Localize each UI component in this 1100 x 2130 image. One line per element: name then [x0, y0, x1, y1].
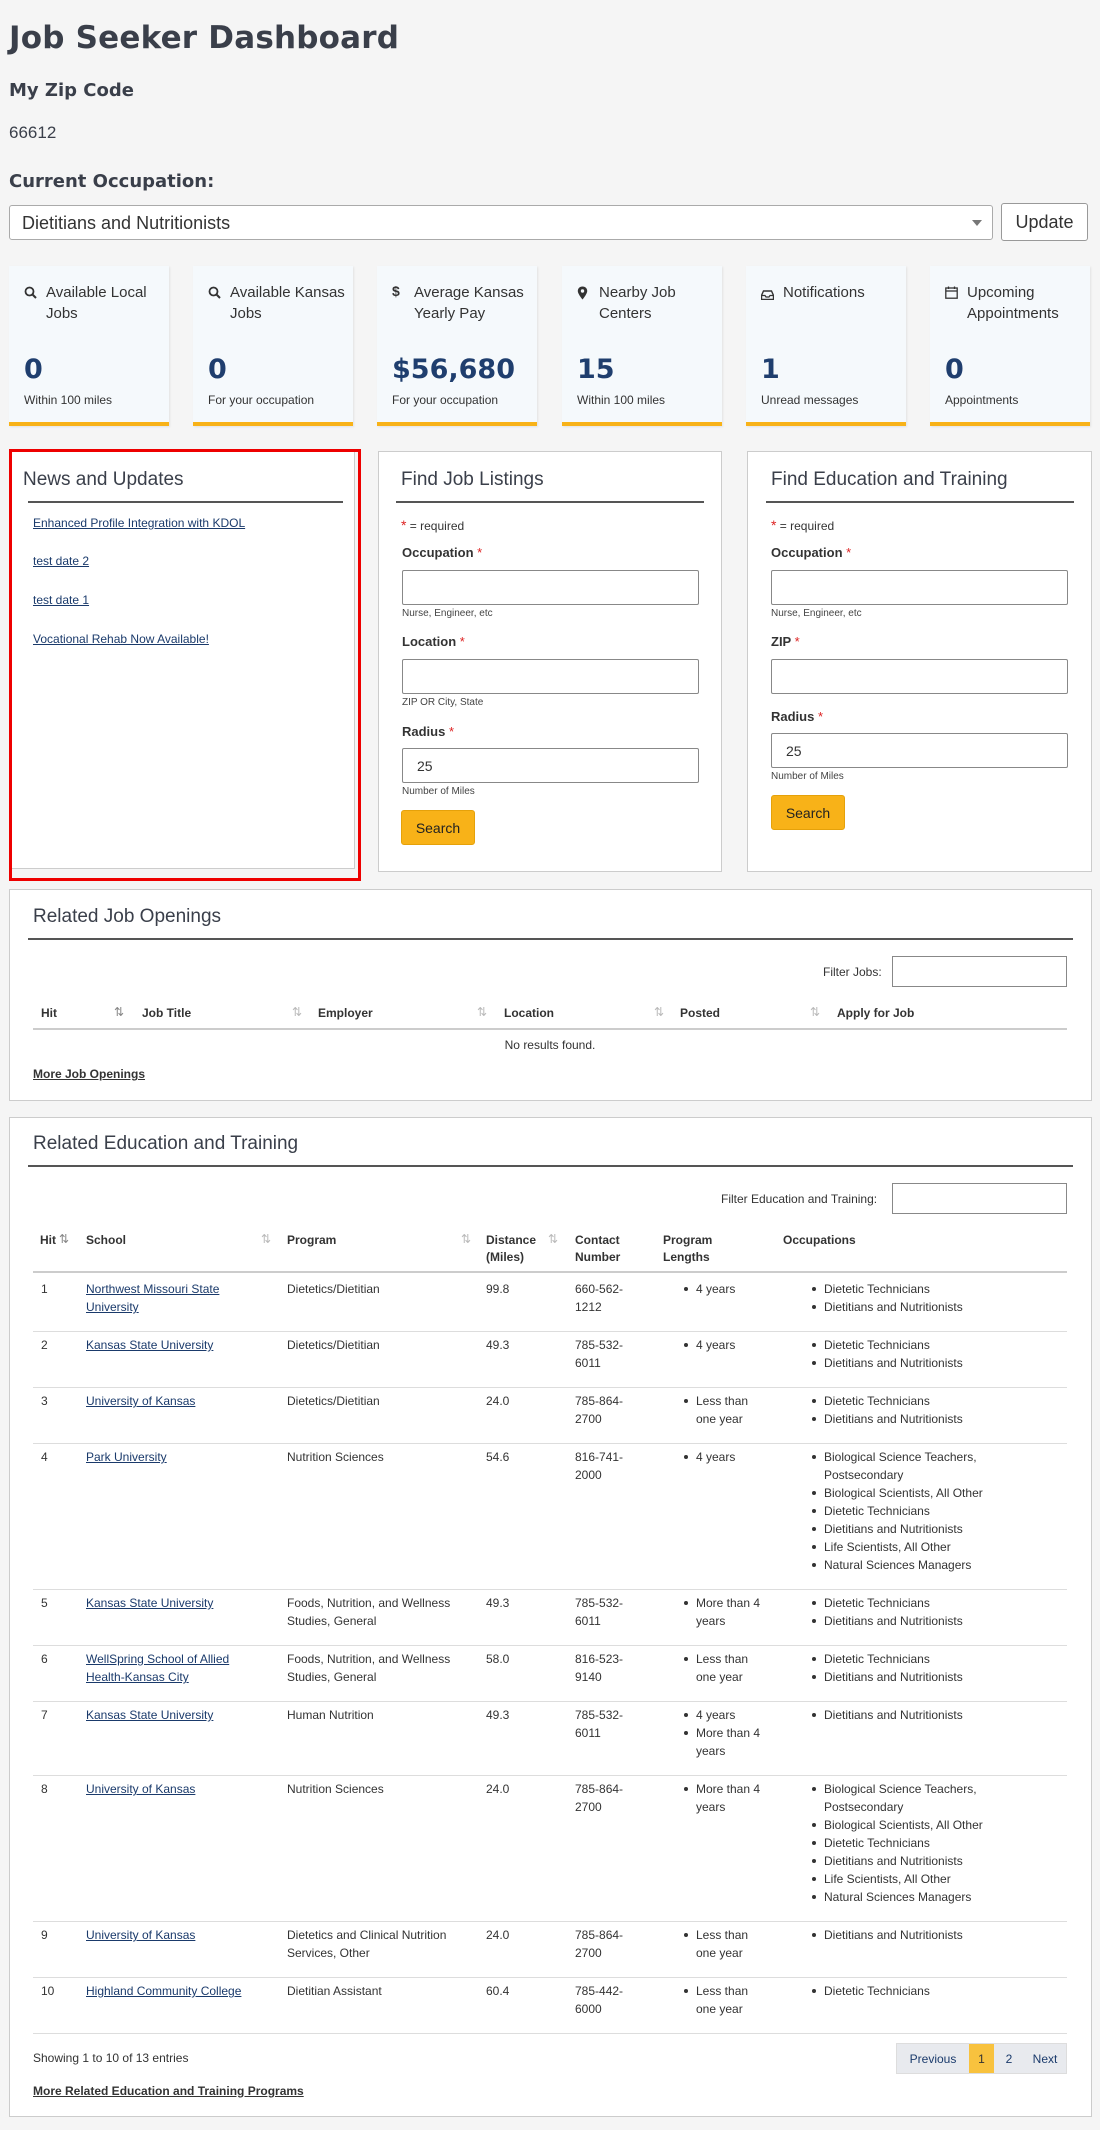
- required-note: * = required: [771, 517, 835, 533]
- inbox-icon: [761, 288, 775, 302]
- sort-icon[interactable]: ⇅: [59, 1232, 70, 1246]
- row-contact: 816-523-9140: [575, 1652, 624, 1684]
- row-occupations: [808, 1336, 1048, 1372]
- stat-sub: Within 100 miles: [577, 393, 666, 407]
- row-school: [86, 1594, 256, 1612]
- news-link[interactable]: test date 1: [33, 593, 90, 607]
- filter-education-label: Filter Education and Training:: [721, 1192, 878, 1206]
- occupation-item: Dietetic Technicians: [808, 1280, 1048, 1298]
- school-link[interactable]: Kansas State University: [86, 1708, 214, 1722]
- school-link[interactable]: University of Kansas: [86, 1782, 196, 1796]
- row-distance: 60.4: [486, 1984, 510, 1998]
- stat-sub: Within 100 miles: [24, 393, 113, 407]
- row-distance: 58.0: [486, 1652, 510, 1666]
- program-length-item: Less than one year: [680, 1650, 770, 1686]
- stat-sub: For your occupation: [392, 393, 499, 407]
- row-occupations: [808, 1448, 1048, 1574]
- row-school: [86, 1280, 256, 1316]
- row-program: Foods, Nutrition, and Wellness Studies, General: [287, 1596, 451, 1628]
- table-row-divider: [33, 1775, 1067, 1776]
- showing-entries-text: Showing 1 to 10 of 13 entries: [33, 2051, 189, 2065]
- column-header-contact[interactable]: Contact Number: [575, 1233, 621, 1264]
- stat-value: 0: [208, 354, 227, 385]
- table-row-divider: [33, 1331, 1067, 1332]
- row-hit: 10: [41, 1984, 55, 1998]
- column-header-location[interactable]: Location: [504, 1006, 554, 1020]
- row-school: [86, 1926, 256, 1944]
- column-header-hit[interactable]: Hit: [40, 1233, 56, 1247]
- row-occupations: [808, 1280, 1048, 1316]
- school-link[interactable]: University of Kansas: [86, 1394, 196, 1408]
- occupation-select[interactable]: [9, 205, 993, 240]
- required-star: *: [771, 517, 777, 533]
- row-program-lengths: [680, 1280, 770, 1298]
- table-row-divider: [33, 1921, 1067, 1922]
- stat-card-job-centers[interactable]: [562, 266, 722, 426]
- row-occupations: [808, 1392, 1048, 1428]
- occupation-select-value: Dietitians and Nutritionists: [22, 213, 231, 233]
- news-link[interactable]: test date 2: [33, 554, 90, 568]
- program-length-item: 4 years: [680, 1706, 770, 1724]
- program-length-item: Less than one year: [680, 1392, 770, 1428]
- zip-code-label: My Zip Code: [9, 80, 134, 101]
- occupation-item: Biological Science Teachers, Postsecondary: [808, 1780, 1048, 1816]
- related-education-title-rule: [28, 1165, 1073, 1167]
- occupation-item: Life Scientists, All Other: [808, 1538, 1048, 1556]
- row-program-lengths: [680, 1706, 770, 1760]
- filter-jobs-input[interactable]: [892, 956, 1067, 987]
- school-link[interactable]: University of Kansas: [86, 1928, 196, 1942]
- row-occupations: [808, 1706, 1048, 1724]
- zip-label: ZIP *: [771, 634, 800, 649]
- row-school: [86, 1448, 256, 1466]
- row-program-lengths: [680, 1336, 770, 1354]
- location-label: Location *: [402, 634, 465, 649]
- table-row-divider: [33, 1977, 1067, 1978]
- row-school: [86, 1780, 256, 1798]
- occupation-item: Dietetic Technicians: [808, 1502, 1048, 1520]
- program-length-item: Less than one year: [680, 1926, 770, 1962]
- stat-label: Available Local Jobs: [46, 284, 147, 322]
- search-icon: [24, 286, 38, 300]
- occupation-item: Dietitians and Nutritionists: [808, 1926, 1048, 1944]
- row-program: Dietitian Assistant: [287, 1984, 382, 1998]
- occupation-label: Occupation *: [402, 545, 483, 560]
- column-header-program[interactable]: Program: [287, 1233, 337, 1247]
- table-row-divider: [33, 2033, 1067, 2034]
- column-header-occupations[interactable]: Occupations: [783, 1233, 856, 1247]
- stat-card-appointments[interactable]: [930, 266, 1090, 426]
- row-program: Dietetics/Dietitian: [287, 1282, 380, 1296]
- stat-label: Average Kansas Yearly Pay: [414, 284, 524, 322]
- row-contact: 785-442-6000: [575, 1984, 624, 2016]
- sort-icon[interactable]: ⇅: [477, 1005, 488, 1019]
- required-note: * = required: [401, 517, 465, 533]
- sort-icon[interactable]: ⇅: [810, 1005, 821, 1019]
- related-jobs-title: Related Job Openings: [33, 906, 222, 927]
- location-help: ZIP OR City, State: [402, 697, 484, 708]
- pagination-page-2[interactable]: 2: [1005, 2051, 1013, 2066]
- more-education-programs-link[interactable]: More Related Education and Training Programs: [33, 2084, 304, 2098]
- row-contact: 785-532-6011: [575, 1338, 624, 1370]
- update-button[interactable]: Update: [1001, 203, 1088, 241]
- pagination-page-1[interactable]: 1: [969, 2044, 994, 2073]
- occupation-help: Nurse, Engineer, etc: [771, 608, 862, 619]
- row-hit: 7: [41, 1708, 48, 1722]
- occupation-item: Dietetic Technicians: [808, 1594, 1048, 1612]
- row-program: Dietetics and Clinical Nutrition Services, Other: [287, 1928, 447, 1960]
- row-contact: 660-562-1212: [575, 1282, 624, 1314]
- education-occupation-input[interactable]: [771, 570, 1068, 605]
- calendar-icon: [945, 286, 959, 300]
- news-link[interactable]: Enhanced Profile Integration with KDOL: [33, 516, 246, 530]
- row-contact: 785-864-2700: [575, 1928, 624, 1960]
- occupation-item: Dietitians and Nutritionists: [808, 1852, 1048, 1870]
- filter-education-input[interactable]: [892, 1183, 1067, 1214]
- occupation-item: Dietitians and Nutritionists: [808, 1520, 1048, 1538]
- row-distance: 99.8: [486, 1282, 510, 1296]
- occupation-item: Biological Science Teachers, Postsecondary: [808, 1448, 1048, 1484]
- job-location-input[interactable]: [402, 659, 699, 694]
- stat-value: $56,680: [392, 354, 515, 385]
- stat-card-kansas-jobs[interactable]: [193, 266, 353, 426]
- occupation-item: Life Scientists, All Other: [808, 1870, 1048, 1888]
- school-link[interactable]: Highland Community College: [86, 1984, 242, 1998]
- row-hit: 1: [41, 1282, 48, 1296]
- radius-label: Radius *: [402, 724, 455, 739]
- row-program: Dietetics/Dietitian: [287, 1338, 380, 1352]
- stat-sub: For your occupation: [208, 393, 315, 407]
- row-school: [86, 1982, 256, 2000]
- news-highlight-box: [9, 449, 361, 881]
- row-occupations: [808, 1780, 1048, 1906]
- stat-value: 0: [24, 354, 43, 385]
- column-header-hit[interactable]: Hit: [41, 1006, 57, 1020]
- occupation-help: Nurse, Engineer, etc: [402, 608, 493, 619]
- row-program: Dietetics/Dietitian: [287, 1394, 380, 1408]
- row-distance: 24.0: [486, 1928, 510, 1942]
- occupation-item: Dietitians and Nutritionists: [808, 1410, 1048, 1428]
- school-link[interactable]: Park University: [86, 1450, 167, 1464]
- sort-icon[interactable]: ⇅: [548, 1232, 559, 1246]
- row-school: [86, 1336, 256, 1354]
- school-link[interactable]: Northwest Missouri State University: [86, 1282, 220, 1314]
- table-row-divider: [33, 1701, 1067, 1702]
- row-occupations: [808, 1594, 1048, 1630]
- current-occupation-label: Current Occupation:: [9, 171, 215, 192]
- stat-label: Notifications: [783, 284, 865, 301]
- dollar-icon: $: [392, 283, 400, 299]
- occupation-item: Dietetic Technicians: [808, 1392, 1048, 1410]
- table-row-divider: [33, 1589, 1067, 1590]
- stat-value: 15: [577, 354, 615, 385]
- row-program-lengths: [680, 1650, 770, 1686]
- find-jobs-title-rule: [396, 501, 704, 503]
- stat-card-local-jobs[interactable]: [9, 266, 169, 426]
- search-icon: [208, 286, 222, 300]
- row-program: Human Nutrition: [287, 1708, 374, 1722]
- row-hit: 2: [41, 1338, 48, 1352]
- required-star: *: [401, 517, 407, 533]
- row-hit: 6: [41, 1652, 48, 1666]
- job-occupation-input[interactable]: [402, 570, 699, 605]
- filter-jobs-label: Filter Jobs:: [823, 965, 882, 979]
- row-program-lengths: [680, 1926, 770, 1962]
- stat-card-average-pay[interactable]: [377, 266, 537, 426]
- stat-sub: Appointments: [945, 393, 1019, 407]
- radius-label: Radius *: [771, 709, 824, 724]
- row-distance: 49.3: [486, 1708, 510, 1722]
- row-distance: 24.0: [486, 1394, 510, 1408]
- program-length-item: Less than one year: [680, 1982, 770, 2018]
- row-hit: 5: [41, 1596, 48, 1610]
- page-title: Job Seeker Dashboard: [9, 20, 400, 56]
- column-header-employer[interactable]: Employer: [318, 1006, 373, 1020]
- row-occupations: [808, 1982, 1048, 2000]
- job-radius-input[interactable]: 25: [402, 748, 699, 783]
- program-length-item: More than 4 years: [680, 1594, 770, 1630]
- find-education-title: Find Education and Training: [771, 469, 1008, 490]
- program-length-item: 4 years: [680, 1336, 770, 1354]
- no-results-message: No results found.: [504, 1038, 596, 1052]
- row-program-lengths: [680, 1780, 770, 1816]
- row-occupations: [808, 1926, 1048, 1944]
- row-distance: 49.3: [486, 1596, 510, 1610]
- row-program-lengths: [680, 1982, 770, 2018]
- row-school: [86, 1706, 256, 1724]
- row-program: Nutrition Sciences: [287, 1782, 384, 1796]
- row-distance: 54.6: [486, 1450, 510, 1464]
- school-link[interactable]: Kansas State University: [86, 1338, 214, 1352]
- column-header-job-title[interactable]: Job Title: [142, 1006, 192, 1020]
- program-length-item: More than 4 years: [680, 1780, 770, 1816]
- row-hit: 3: [41, 1394, 48, 1408]
- pagination: [896, 2043, 1067, 2074]
- table-row-divider: [33, 1443, 1067, 1444]
- school-link[interactable]: Kansas State University: [86, 1596, 214, 1610]
- related-jobs-title-rule: [28, 938, 1073, 940]
- sort-icon[interactable]: ⇅: [292, 1005, 303, 1019]
- table-header-rule: [33, 1028, 1067, 1030]
- school-link[interactable]: WellSpring School of Allied Health-Kansas City: [86, 1652, 230, 1684]
- pagination-previous[interactable]: Previous: [909, 2051, 957, 2066]
- radius-help: Number of Miles: [771, 771, 844, 782]
- map-pin-icon: [577, 286, 591, 300]
- education-zip-input[interactable]: [771, 659, 1068, 694]
- column-header-school[interactable]: School: [86, 1233, 127, 1247]
- education-search-button[interactable]: Search: [771, 795, 845, 830]
- occupation-item: Biological Scientists, All Other: [808, 1484, 1048, 1502]
- row-program: Nutrition Sciences: [287, 1450, 384, 1464]
- row-hit: 4: [41, 1450, 48, 1464]
- occupation-item: Dietetic Technicians: [808, 1982, 1048, 2000]
- table-row-divider: [33, 1387, 1067, 1388]
- occupation-label: Occupation *: [771, 545, 852, 560]
- row-hit: 9: [41, 1928, 48, 1942]
- stat-value: 1: [761, 354, 780, 385]
- row-distance: 49.3: [486, 1338, 510, 1352]
- pagination-next[interactable]: Next: [1032, 2051, 1058, 2066]
- row-school: [86, 1392, 256, 1410]
- occupation-item: Dietetic Technicians: [808, 1336, 1048, 1354]
- row-contact: 816-741-2000: [575, 1450, 624, 1482]
- occupation-item: Dietitians and Nutritionists: [808, 1354, 1048, 1372]
- row-program: Foods, Nutrition, and Wellness Studies, General: [287, 1652, 451, 1684]
- more-job-openings-link[interactable]: More Job Openings: [33, 1067, 146, 1081]
- stat-label: Upcoming Appointments: [967, 284, 1059, 322]
- related-education-title: Related Education and Training: [33, 1133, 299, 1154]
- sort-icon[interactable]: ⇅: [261, 1232, 272, 1246]
- program-length-item: 4 years: [680, 1448, 770, 1466]
- stat-label: Nearby Job Centers: [599, 284, 676, 322]
- zip-code-value: 66612: [9, 123, 57, 142]
- stat-card-notifications[interactable]: [746, 266, 906, 426]
- occupation-item: Dietitians and Nutritionists: [808, 1298, 1048, 1316]
- column-header-lengths[interactable]: Program Lengths: [663, 1233, 713, 1264]
- occupation-item: Dietetic Technicians: [808, 1834, 1048, 1852]
- occupation-item: Dietitians and Nutritionists: [808, 1668, 1048, 1686]
- program-length-item: More than 4 years: [680, 1724, 770, 1760]
- stat-label: Available Kansas Jobs: [230, 284, 345, 322]
- occupation-item: Natural Sciences Managers: [808, 1888, 1048, 1906]
- table-header-rule: [33, 1271, 1067, 1273]
- education-radius-input[interactable]: 25: [771, 733, 1068, 768]
- job-search-button[interactable]: Search: [401, 810, 475, 845]
- sort-icon[interactable]: ⇅: [114, 1005, 125, 1019]
- chevron-down-icon: [972, 220, 982, 226]
- column-header-apply[interactable]: Apply for Job: [837, 1006, 915, 1020]
- news-title: News and Updates: [23, 469, 184, 490]
- row-contact: 785-864-2700: [575, 1782, 624, 1814]
- find-jobs-title: Find Job Listings: [401, 469, 544, 490]
- row-school: [86, 1650, 256, 1686]
- row-program-lengths: [680, 1392, 770, 1428]
- sort-icon[interactable]: ⇅: [654, 1005, 665, 1019]
- occupation-item: Dietitians and Nutritionists: [808, 1706, 1048, 1724]
- occupation-item: Dietitians and Nutritionists: [808, 1612, 1048, 1630]
- row-contact: 785-532-6011: [575, 1596, 624, 1628]
- stat-value: 0: [945, 354, 964, 385]
- find-education-title-rule: [766, 501, 1074, 503]
- row-occupations: [808, 1650, 1048, 1686]
- occupation-item: Dietetic Technicians: [808, 1650, 1048, 1668]
- column-header-distance[interactable]: Distance (Miles): [486, 1233, 537, 1264]
- sort-icon[interactable]: ⇅: [461, 1232, 472, 1246]
- news-link[interactable]: Vocational Rehab Now Available!: [33, 632, 209, 646]
- program-length-item: 4 years: [680, 1280, 770, 1298]
- row-hit: 8: [41, 1782, 48, 1796]
- occupation-item: Natural Sciences Managers: [808, 1556, 1048, 1574]
- row-distance: 24.0: [486, 1782, 510, 1796]
- occupation-item: Biological Scientists, All Other: [808, 1816, 1048, 1834]
- column-header-posted[interactable]: Posted: [680, 1006, 721, 1020]
- row-contact: 785-864-2700: [575, 1394, 624, 1426]
- radius-help: Number of Miles: [402, 786, 475, 797]
- row-program-lengths: [680, 1594, 770, 1630]
- row-contact: 785-532-6011: [575, 1708, 624, 1740]
- row-program-lengths: [680, 1448, 770, 1466]
- stat-sub: Unread messages: [761, 393, 859, 407]
- table-row-divider: [33, 1645, 1067, 1646]
